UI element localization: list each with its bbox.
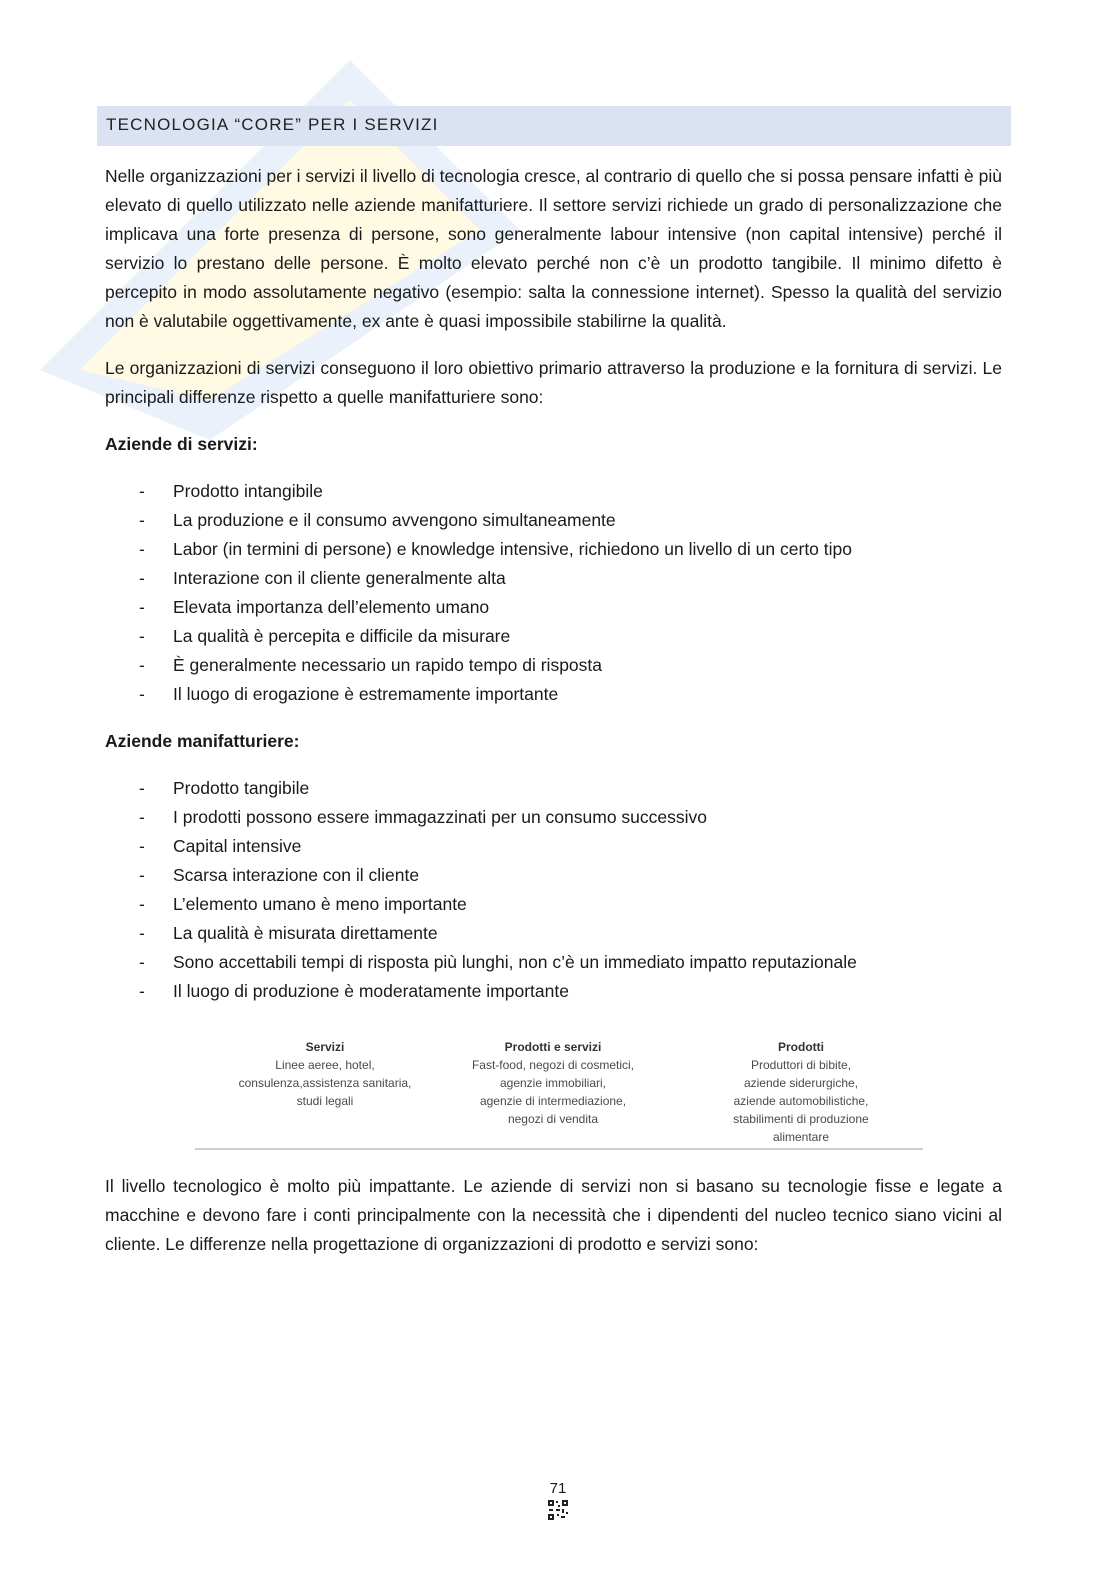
dash-bullet: - [139,655,145,675]
figure-column-products-and-services: Prodotti e servizi Fast-food, negozi di cosmetici, agenzie immobiliari, agenzie di intermediazione, negozi di vendita [471,1040,635,1126]
intro-paragraph: Nelle organizzazioni per i servizi il livello di tecnologia cresce, al contrario di quello che si possa pensare infatti è più elevato di quello utilizzato nelle aziende manifatturiere. Il settore servizi richiede un grado di personalizzazione che implicava una forte presenza di persone, sono generalmente labour intensive (non capital intensive) perché il servizio lo prestano delle persone. È molto elevato perché non c’è un prodotto tangibile. Il minimo difetto è percepito in modo assolutamente negativo (esempio: salta la connessione internet). Spesso la qualità del servizio non è valutabile oggettivamente, ex ante è quasi impossibile stabilirne la qualità. [105,166,1002,331]
manufacturing-subheading: Aziende manifatturiere: [105,731,300,751]
dash-bullet: - [139,952,145,972]
dash-bullet: - [139,865,145,885]
services-products-figure [195,1028,923,1150]
dash-bullet: - [139,539,145,559]
list-item: - Sono accettabili tempi di risposta più lunghi, non c’è un immediato impatto reputazionale [105,948,1002,977]
list-item: - La qualità è percepita e difficile da misurare [105,622,1002,651]
list-item: - Scarsa interazione con il cliente [105,861,1002,890]
list-item: - Prodotto tangibile [105,774,1002,803]
list-item: - Labor (in termini di persone) e knowledge intensive, richiedono un livello di un certo tipo [105,535,1002,564]
figure-column-services: Servizi Linee aeree, hotel, consulenza,assistenza sanitaria, studi legali [238,1040,412,1108]
list-item: - Elevata importanza dell’elemento umano [105,593,1002,622]
dash-bullet: - [139,981,145,1001]
dash-bullet: - [139,684,145,704]
dash-bullet: - [139,626,145,646]
section-heading-bar [97,106,1011,146]
page-content [105,162,1002,1259]
figure-column-products: Prodotti Produttori di bibite, aziende siderurgiche, aziende automobilistiche, stabilimenti di produzione alimentare [733,1040,869,1144]
dash-bullet: - [139,568,145,588]
dash-bullet: - [139,597,145,617]
dash-bullet: - [139,894,145,914]
services-list [105,477,1002,709]
qr-code-icon [547,1499,569,1521]
dash-bullet: - [139,807,145,827]
list-item: - È generalmente necessario un rapido tempo di risposta [105,651,1002,680]
list-item: - La produzione e il consumo avvengono simultaneamente [105,506,1002,535]
services-subheading: Aziende di servizi: [105,434,258,454]
list-item: - L’elemento umano è meno importante [105,890,1002,919]
list-item: - Capital intensive [105,832,1002,861]
dash-bullet: - [139,778,145,798]
list-item: - Il luogo di produzione è moderatamente importante [105,977,1002,1006]
manufacturing-list [105,774,1002,1006]
page-footer [0,1480,1116,1521]
dash-bullet: - [139,481,145,501]
closing-paragraph: Il livello tecnologico è molto più impattante. Le aziende di servizi non si basano su tecnologie fisse e legate a macchine e devono fare i conti principalmente con la necessità che i dipendenti del nucleo tecnico siano vicini al cliente. Le differenze nella progettazione di organizzazioni di prodotto e servizi sono: [105,1176,1002,1254]
dash-bullet: - [139,923,145,943]
dash-bullet: - [139,510,145,530]
list-item: - Il luogo di erogazione è estremamente importante [105,680,1002,709]
list-item: - I prodotti possono essere immagazzinati per un consumo successivo [105,803,1002,832]
dash-bullet: - [139,836,145,856]
list-item: - Interazione con il cliente generalmente alta [105,564,1002,593]
second-paragraph: Le organizzazioni di servizi conseguono il loro obiettivo primario attraverso la produzione e la fornitura di servizi. Le principali differenze rispetto a quelle manifatturiere sono: [105,358,1002,407]
list-item: - La qualità è misurata direttamente [105,919,1002,948]
page-number: 71 [549,1480,567,1497]
section-title: TECNOLOGIA “CORE” PER I SERVIZI [106,115,439,134]
list-item: - Prodotto intangibile [105,477,1002,506]
